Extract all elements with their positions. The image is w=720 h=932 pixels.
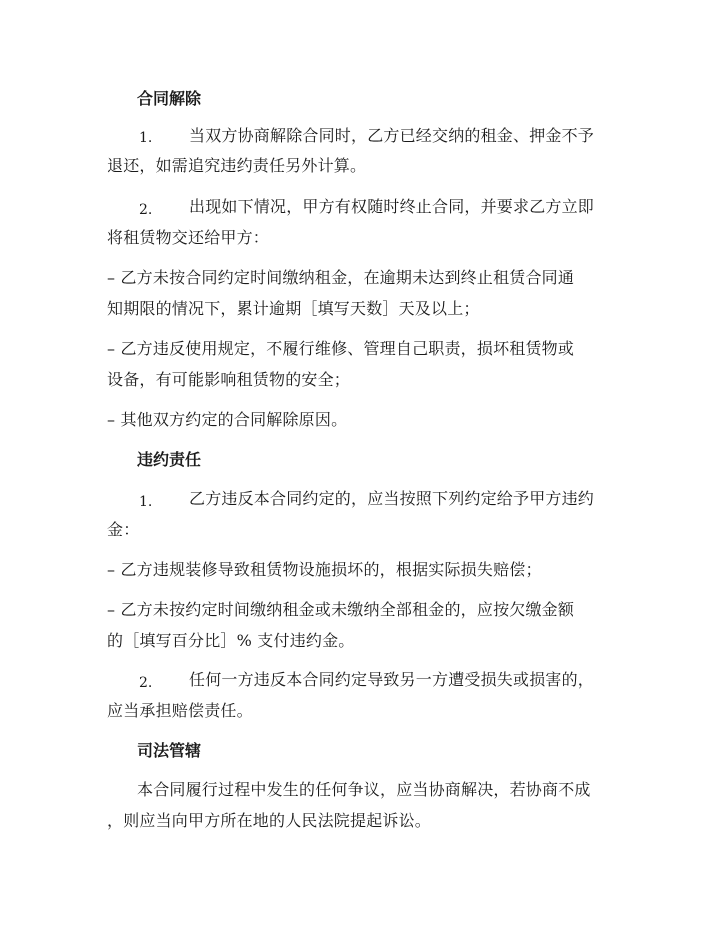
list-number: 1. [139,494,153,510]
bullet-text: – 乙方未按合同约定时间缴纳租金，在逾期未达到终止租赁合同通 [107,268,575,287]
bullet-text: 设备，有可能影响租赁物的安全； [107,370,351,389]
paragraph-text: ，则应当向甲方所在地的人民法院提起诉讼。 [107,811,432,830]
list-number: 2. [139,675,153,691]
clause-text: 应当承担赔偿责任。 [107,701,253,720]
paragraph-text: 本合同履行过程中发生的任何争议，应当协商解决，若协商不成 [137,780,591,799]
clause-text: 金： [107,520,140,539]
list-number: 2. [139,202,153,218]
clause-text: 任何一方违反本合同约定导致另一方遭受损失或损害的， [189,670,595,689]
section-heading-termination: 合同解除 [137,89,202,108]
list-number: 1. [139,130,153,146]
clause-text: 乙方违反本合同约定的，应当按照下列约定给予甲方违约 [189,489,595,508]
section-heading-jurisdiction: 司法管辖 [137,741,202,760]
section-heading-breach: 违约责任 [137,450,202,469]
bullet-text: – 乙方未按约定时间缴纳租金或未缴纳全部租金的，应按欠缴金额 [107,600,575,619]
bullet-text: – 乙方违反使用规定，不履行维修、管理自己职责，损坏租赁物或 [107,339,575,358]
clause-text: 将租赁物交还给甲方： [107,228,270,247]
bullet-text: – 乙方违规装修导致租赁物设施损坏的，根据实际损失赔偿； [107,560,542,579]
clause-text: 退还，如需追究违约责任另外计算。 [107,156,367,175]
bullet-text: 知期限的情况下，累计逾期［填写天数］天及以上； [107,299,480,318]
clause-text: 出现如下情况，甲方有权随时终止合同，并要求乙方立即 [189,197,595,216]
bullet-text: 的［填写百分比］% 支付违约金。 [107,631,355,650]
bullet-text: – 其他双方约定的合同解除原因。 [107,410,348,429]
clause-text: 当双方协商解除合同时，乙方已经交纳的租金、押金不予 [189,126,595,145]
